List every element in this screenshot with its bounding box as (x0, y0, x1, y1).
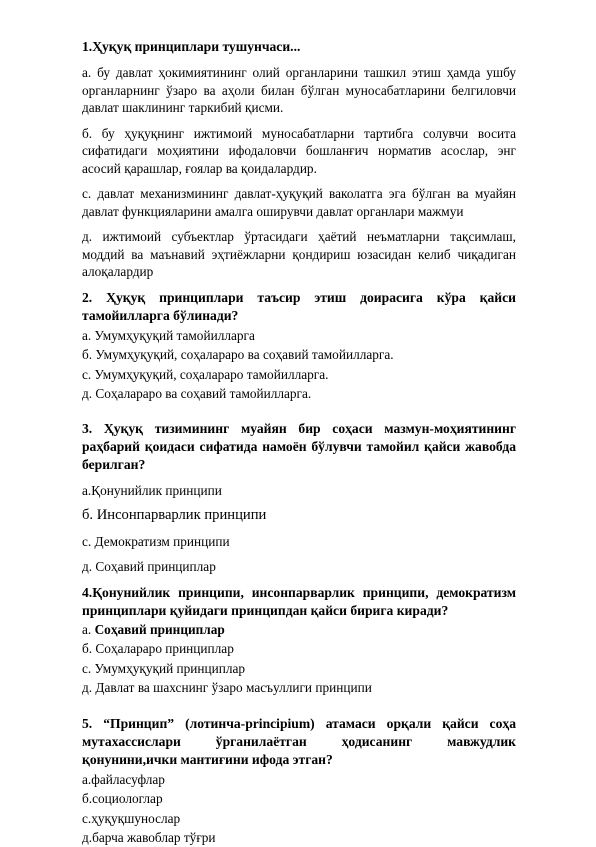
question-3-option-a: а.Қонунийлик принципи (82, 482, 222, 498)
question-3-option-d: д. Соҳавий принциплар (82, 559, 216, 574)
question-2-option-d: д. Соҳалараро ва соҳавий тамойилларга. (82, 386, 312, 401)
question-4-option-d: д. Давлат ва шахснинг ўзаро масъуллиги принципи (82, 680, 372, 695)
question-3-option-b: б. Инсонпарварлик принципи (82, 507, 267, 523)
question-4-option-a (82, 621, 516, 639)
question-1-option-b: б. бу ҳуқуқнинг ижтимоий муносабатларни тартибга солувчи восита сифатидаги моҳиятини ифодаловчи бошланғич норматив асослар, энг асосий қарашлар, ғоялар ва қоидалардир. (82, 125, 516, 176)
question-5-option-d: д.барча жавоблар тўғри (82, 830, 216, 845)
question-5-option-c: с.ҳуқуқшунослар (82, 810, 181, 826)
question-4-option-a-prefix: а. (82, 621, 95, 637)
question-4-option-c: с. Умумҳуқуқий принциплар (82, 660, 246, 676)
question-1-title: 1.Ҳуқуқ принциплари тушунчаси... (82, 39, 301, 54)
question-2-title: 2. Ҳуқуқ принциплари таъсир этиш доирасига кўра қайси тамойилларга бўлинади? (82, 289, 516, 323)
question-3-title: 3. Ҳуқуқ тизимининг муайян бир соҳаси мазмун-моҳиятининг раҳбарий қоидаси сифатида намоён бўлувчи тамойил қайси жавобда берилган? (82, 420, 516, 472)
question-1-option-c: с. давлат механизмининг давлат-ҳуқуқий ваколатга эга бўлган ва муайян давлат функцияларини амалга оширувчи давлат органлари мажмуи (82, 186, 516, 219)
question-2-option-b: б. Умумҳуқуқий, соҳалараро ва соҳавий тамойилларга. (82, 347, 394, 362)
question-1-option-d: д. ижтимоий субъектлар ўртасидаги ҳаётий неъматларни тақсимлаш, моддий ва маънавий эҳтиёжларни қондириш юзасидан келиб чиқадиган алоқалардир (82, 229, 516, 279)
question-3-option-c: с. Демократизм принципи (82, 533, 230, 549)
question-4-option-a-text: Соҳавий принциплар (94, 621, 225, 637)
question-2-option-a: а. Умумҳуқуқий тамойилларга (82, 327, 255, 343)
question-4-option-b: б. Соҳалараро принциплар (82, 641, 234, 656)
question-1-option-a: а. бу давлат ҳокимиятининг олий органларини ташкил этиш ҳамда ушбу органларнинг ўзаро ва аҳоли билан бўлган муносабатларини белгиловчи давлат шаклининг таркибий қисми. (82, 65, 516, 115)
question-5-title: 5. “Принцип” (лотинча-principium) атамаси орқали қайси соҳа мутахассислари ўрганилаётган ҳодисанинг мавжудлик қонунини,ички мантиғини ифода этган? (82, 715, 516, 767)
question-4-title: 4.Қонунийлик принципи, инсонпарварлик принципи, демократизм принциплари қуйидаги принципдан қайси бирига киради? (82, 584, 516, 618)
question-5-option-a: а.файласуфлар (82, 771, 165, 787)
question-2-option-c: с. Умумҳуқуқий, соҳалараро тамойилларга. (82, 366, 329, 382)
question-5-option-b: б.социологлар (82, 791, 163, 806)
